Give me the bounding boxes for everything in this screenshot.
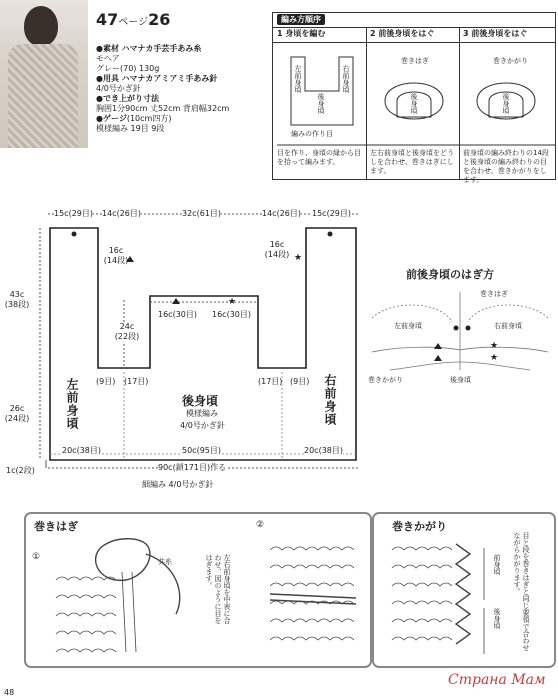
page-number: 26 — [148, 10, 171, 29]
under-left-2: (17目) — [124, 377, 149, 386]
joining-bottom-center: 後身頃 — [450, 376, 471, 384]
svg-text:★: ★ — [294, 253, 303, 263]
svg-text:★: ★ — [228, 297, 237, 307]
fig2-center-label: 後身頃 — [410, 93, 418, 114]
fig2-top-label: 巻きはぎ — [401, 57, 429, 65]
makikagari-stitches — [374, 514, 554, 666]
size-value: 胸囲1分90cm 丈52cm 背肩幅32cm — [96, 104, 230, 113]
fig1-right-label: 右前身頃 — [342, 65, 350, 93]
chain-edge: 細編み 4/0号かぎ針 — [142, 480, 214, 489]
pattern-number: 47 — [96, 10, 119, 29]
back-label: 後身頃 — [182, 394, 219, 408]
top-width-4: 14c(26目) — [262, 209, 301, 218]
step-2-title: 2 前後身頃をはぐ — [370, 29, 435, 38]
top-inner-right: 16c(30目) — [212, 310, 251, 319]
color-line: グレー(70) 130g — [96, 64, 160, 73]
tools-sub: 4/0号かぎ針 — [96, 84, 141, 93]
step-2-desc: 左右前身頃と後身頃をどうしを合わせ、巻きはぎにします。 — [370, 149, 454, 175]
svg-text:★: ★ — [490, 341, 499, 351]
step-3-title: 3 前後身頃をはぐ — [463, 29, 528, 38]
gauge-label: ●ゲージ — [96, 114, 127, 123]
page-footer-number: 48 — [4, 688, 15, 697]
fig3-center-label: 後身頃 — [502, 93, 510, 114]
bottom-right-width: 20c(38目) — [304, 446, 343, 455]
makihagi-stitches — [26, 514, 370, 666]
bottom-left-width: 20c(38目) — [62, 446, 101, 455]
under-right: (17目) — [258, 377, 283, 386]
under-right-2: (9目) — [290, 377, 310, 386]
gauge-sub: (10cm四方) — [126, 114, 172, 123]
right-front-label: 右前身頃 — [323, 374, 337, 426]
inner-height: 24c (22段) — [112, 322, 142, 342]
page-word: ページ — [118, 17, 149, 28]
top-width-2: 14c(26目) — [102, 209, 141, 218]
joining-top-label: 巻きはぎ — [480, 290, 508, 298]
makihagi-step1: ① — [32, 552, 41, 562]
lower-height: 26c (24段) — [2, 404, 32, 424]
gauge-value: 模様編み 19目 9段 — [96, 124, 165, 133]
tools-label: ●用具 — [96, 74, 119, 83]
total-chain: 90c(鎖171目)作る — [158, 463, 227, 472]
order-box-title: 編み方順序 — [277, 15, 325, 25]
step-1-title: 1 身頃を編む — [277, 29, 326, 38]
pattern-label: 模様編み — [186, 409, 218, 418]
bottom-center-width: 50c(95目) — [182, 446, 221, 455]
notch-right: 16c (14段) — [264, 240, 290, 259]
watermark: Страна Мам — [448, 672, 546, 688]
makihagi-title: 巻きはぎ — [34, 520, 78, 533]
step-3-desc: 前身頃の編み終わりの14段と後身頃の編み終わりの目を合わせ、巻きかがりをします。 — [463, 149, 549, 184]
makihagi-yarn: 共糸 — [158, 558, 172, 566]
tools-value: ハマナカアミアミ手あみ針 — [121, 74, 218, 83]
fig3-top-label: 巻きかがり — [493, 57, 528, 65]
makikagari-box — [372, 512, 556, 668]
bottom-edge-height: 1c(2段) — [6, 466, 35, 475]
makikagari-title: 巻きかがり — [392, 520, 447, 533]
makihagi-note: 左右前身頃を中表に合わせ、図のように目をはぎます。 — [205, 554, 231, 624]
material-value: ハマナカ手芸手あみ糸 — [121, 44, 202, 53]
top-inner-left: 16c(30目) — [158, 310, 197, 319]
size-label: ●でき上がり寸法 — [96, 94, 159, 103]
needle-label: 4/0号かぎ針 — [180, 421, 225, 430]
top-width-3: 32c(61目) — [182, 209, 221, 218]
left-height: 43c (38段) — [2, 290, 32, 310]
svg-text:★: ★ — [490, 353, 499, 363]
fig1-center-label: 後身頃 — [317, 93, 325, 114]
notch-left: 16c (14段) — [103, 246, 129, 265]
joining-left-label: 左前身頃 — [394, 322, 422, 330]
makihagi-step2: ② — [256, 520, 265, 530]
material-label: ●素材 — [96, 44, 119, 53]
left-front-label: 左前身頃 — [65, 378, 79, 430]
makihagi-box — [24, 512, 372, 668]
joining-right-label: 右前身頃 — [494, 322, 522, 330]
fig1-left-label: 左前身頃 — [294, 65, 302, 93]
makikagari-note: 目と段を巻きはぎと同じ要領で合わせながらかがります。 — [513, 532, 530, 651]
top-width-5: 15c(29目) — [312, 209, 351, 218]
makikagari-label-back: 後身頃 — [493, 608, 501, 629]
under-left: (9目) — [96, 377, 116, 386]
fig1-bottom-label: 編みの作り目 — [291, 130, 333, 138]
step-1-desc: 目を作り、身頃の縁から目を拾って編みます。 — [277, 149, 361, 166]
material-sub: モヘア — [96, 54, 120, 63]
makikagari-label-front: 前身頃 — [493, 554, 501, 575]
top-width-1: 15c(29目) — [54, 209, 93, 218]
joining-bottom-left: 巻きかがり — [368, 376, 403, 384]
joining-title: 前後身頃のはぎ方 — [406, 268, 494, 281]
